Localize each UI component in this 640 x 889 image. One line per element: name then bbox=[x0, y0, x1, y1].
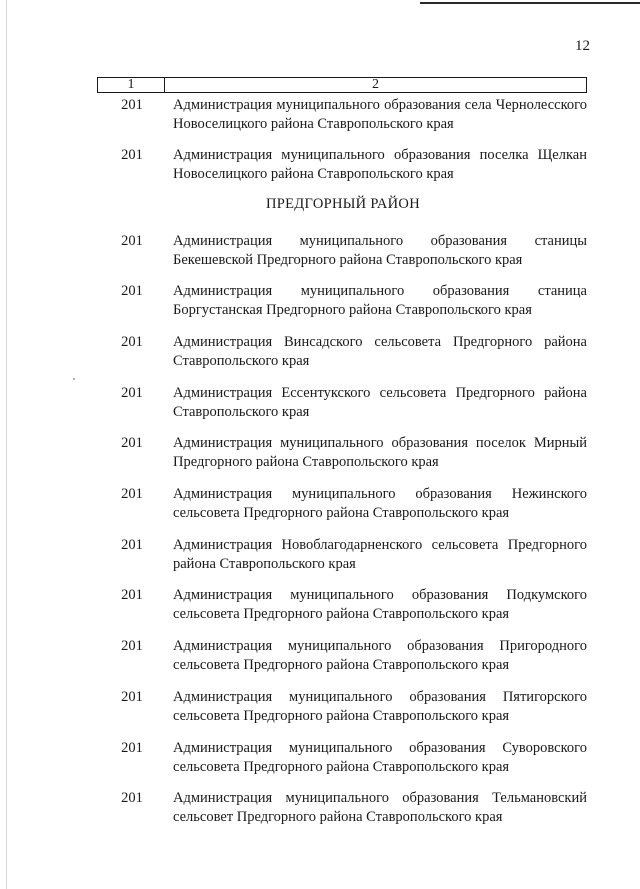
page-number: 12 bbox=[575, 38, 590, 54]
row-code: 201 bbox=[121, 233, 143, 249]
row-name: Администрация Новоблагодарненского сельсовета Предгорного района Ставропольского края bbox=[173, 537, 587, 572]
table-row bbox=[97, 146, 589, 184]
row-code: 201 bbox=[121, 385, 143, 401]
scan-speck bbox=[73, 378, 75, 380]
table-row bbox=[97, 232, 589, 270]
scan-edge-line bbox=[6, 0, 7, 889]
table-row bbox=[97, 688, 589, 726]
table-header-col1: 1 bbox=[98, 78, 165, 92]
row-name: Администрация муниципального образования поселок Мирный Предгорного района Ставропольского края bbox=[173, 435, 587, 470]
table-row bbox=[97, 789, 589, 827]
table-row bbox=[97, 384, 589, 422]
row-name: Администрация муниципального образования села Чернолесского Новоселицкого района Ставропольского края bbox=[173, 97, 587, 132]
row-name: Администрация муниципального образования Пятигорского сельсовета Предгорного района Ставропольского края bbox=[173, 689, 587, 724]
row-code: 201 bbox=[121, 283, 143, 299]
row-code: 201 bbox=[121, 435, 143, 451]
table-row bbox=[97, 739, 589, 777]
table-row bbox=[97, 333, 589, 371]
table-header-col2: 2 bbox=[372, 77, 379, 92]
row-name: Администрация муниципального образования станицы Бекешевской Предгорного района Ставропольского края bbox=[173, 233, 587, 268]
table-row bbox=[97, 434, 589, 472]
table-row bbox=[97, 637, 589, 675]
table-row bbox=[97, 282, 589, 320]
row-name: Администрация муниципального образования Тельмановский сельсовет Предгорного района Ставропольского края bbox=[173, 790, 587, 825]
row-code: 201 bbox=[121, 638, 143, 654]
row-name: Администрация муниципального образования Нежинского сельсовета Предгорного района Ставропольского края bbox=[173, 486, 587, 521]
row-code: 201 bbox=[121, 97, 143, 113]
row-name: Администрация Ессентукского сельсовета Предгорного района Ставропольского края bbox=[173, 385, 587, 420]
row-name: Администрация муниципального образования Подкумского сельсовета Предгорного района Ставропольского края bbox=[173, 587, 587, 622]
table-header bbox=[97, 77, 587, 93]
table-row bbox=[97, 536, 589, 574]
row-code: 201 bbox=[121, 740, 143, 756]
row-code: 201 bbox=[121, 334, 143, 350]
row-code: 201 bbox=[121, 486, 143, 502]
row-name: Администрация муниципального образования станица Боргустанская Предгорного района Ставропольского края bbox=[173, 283, 587, 318]
row-code: 201 bbox=[121, 790, 143, 806]
row-code: 201 bbox=[121, 587, 143, 603]
row-code: 201 bbox=[121, 537, 143, 553]
table-row bbox=[97, 586, 589, 624]
row-name: Администрация муниципального образования Пригородного сельсовета Предгорного района Ставропольского края bbox=[173, 638, 587, 673]
scan-border-line bbox=[420, 2, 640, 4]
row-name: Администрация Винсадского сельсовета Предгорного района Ставропольского края bbox=[173, 334, 587, 369]
table-row bbox=[97, 96, 589, 134]
row-code: 201 bbox=[121, 689, 143, 705]
row-name: Администрация муниципального образования поселка Щелкан Новоселицкого района Ставропольского края bbox=[173, 147, 587, 182]
row-name: Администрация муниципального образования Суворовского сельсовета Предгорного района Ставропольского края bbox=[173, 740, 587, 775]
table-row bbox=[97, 485, 589, 523]
row-code: 201 bbox=[121, 147, 143, 163]
section-heading: ПРЕДГОРНЫЙ РАЙОН bbox=[266, 196, 420, 212]
